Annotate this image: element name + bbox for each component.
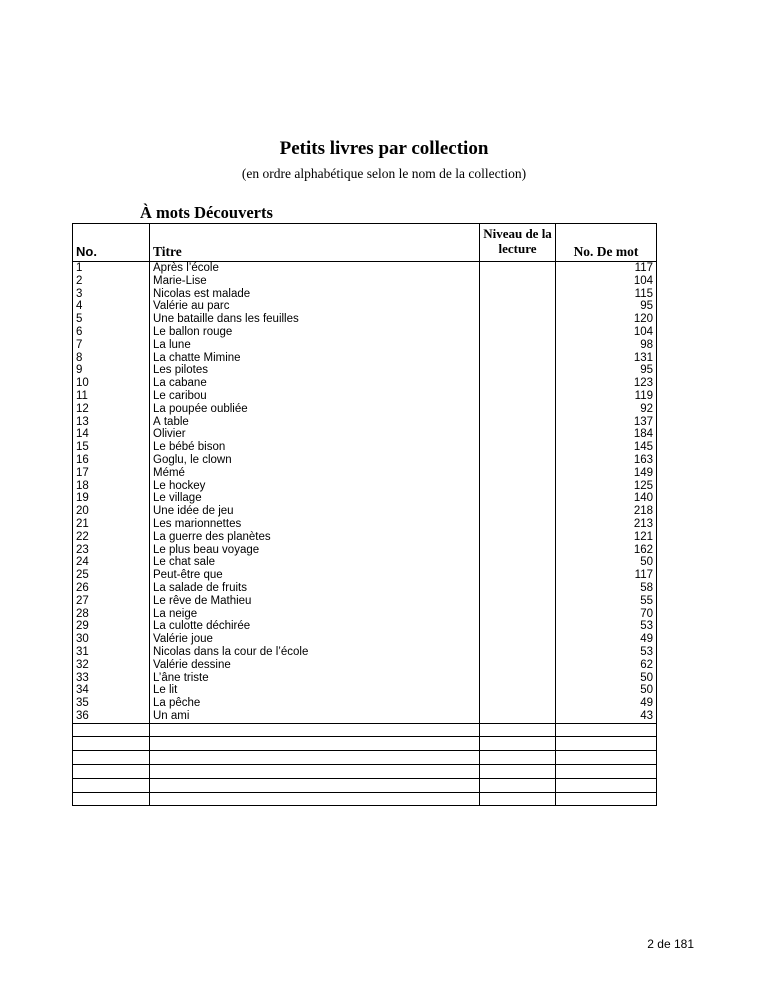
- cell-titre: La cabane: [150, 377, 480, 390]
- table-row: [73, 608, 657, 621]
- cell-no: 8: [73, 352, 150, 365]
- empty-cell: [556, 723, 657, 737]
- cell-mot: 70: [556, 608, 657, 621]
- empty-cell: [73, 765, 150, 779]
- empty-cell: [73, 751, 150, 765]
- cell-niveau: [480, 428, 556, 441]
- cell-no: 14: [73, 428, 150, 441]
- cell-no: 29: [73, 620, 150, 633]
- cell-mot: 120: [556, 313, 657, 326]
- empty-cell: [150, 723, 480, 737]
- table-row: [73, 403, 657, 416]
- cell-niveau: [480, 480, 556, 493]
- cell-mot: 162: [556, 544, 657, 557]
- cell-mot: 49: [556, 633, 657, 646]
- cell-niveau: [480, 390, 556, 403]
- cell-no: 5: [73, 313, 150, 326]
- table-row: [73, 659, 657, 672]
- cell-mot: 218: [556, 505, 657, 518]
- table-row: [73, 390, 657, 403]
- cell-no: 23: [73, 544, 150, 557]
- cell-niveau: [480, 697, 556, 710]
- cell-niveau: [480, 556, 556, 569]
- table-row: [73, 595, 657, 608]
- cell-no: 26: [73, 582, 150, 595]
- cell-titre: À table: [150, 416, 480, 429]
- table-row: [73, 518, 657, 531]
- cell-niveau: [480, 595, 556, 608]
- empty-cell: [480, 765, 556, 779]
- page-title: Petits livres par collection: [279, 138, 489, 159]
- cell-no: 27: [73, 595, 150, 608]
- cell-no: 1: [73, 262, 150, 275]
- empty-cell: [480, 792, 556, 806]
- cell-no: 36: [73, 710, 150, 723]
- cell-titre: Le hockey: [150, 480, 480, 493]
- cell-niveau: [480, 646, 556, 659]
- cell-no: 3: [73, 288, 150, 301]
- cell-mot: 95: [556, 364, 657, 377]
- cell-no: 6: [73, 326, 150, 339]
- cell-mot: 119: [556, 390, 657, 403]
- table-row: [73, 288, 657, 301]
- cell-mot: 123: [556, 377, 657, 390]
- cell-titre: Une bataille dans les feuilles: [150, 313, 480, 326]
- cell-mot: 115: [556, 288, 657, 301]
- empty-cell: [150, 792, 480, 806]
- empty-cell: [480, 751, 556, 765]
- table-row: [73, 544, 657, 557]
- table-row: [73, 556, 657, 569]
- cell-titre: La salade de fruits: [150, 582, 480, 595]
- cell-titre: Valérie joue: [150, 633, 480, 646]
- table-row: [73, 620, 657, 633]
- empty-cell: [150, 765, 480, 779]
- table-row-empty: [73, 792, 657, 806]
- empty-cell: [73, 723, 150, 737]
- table-row: [73, 364, 657, 377]
- cell-niveau: [480, 403, 556, 416]
- empty-cell: [556, 751, 657, 765]
- cell-no: 19: [73, 492, 150, 505]
- table-row: [73, 416, 657, 429]
- table-row: [73, 492, 657, 505]
- cell-no: 35: [73, 697, 150, 710]
- cell-titre: La culotte déchirée: [150, 620, 480, 633]
- cell-titre: La neige: [150, 608, 480, 621]
- cell-mot: 104: [556, 326, 657, 339]
- cell-no: 18: [73, 480, 150, 493]
- cell-titre: Marie-Lise: [150, 275, 480, 288]
- cell-niveau: [480, 454, 556, 467]
- cell-no: 21: [73, 518, 150, 531]
- cell-niveau: [480, 275, 556, 288]
- table-row: [73, 377, 657, 390]
- table-row: [73, 326, 657, 339]
- table-row: [73, 467, 657, 480]
- cell-niveau: [480, 441, 556, 454]
- cell-mot: 149: [556, 467, 657, 480]
- table-row: [73, 300, 657, 313]
- cell-no: 12: [73, 403, 150, 416]
- cell-niveau: [480, 300, 556, 313]
- cell-titre: L’âne triste: [150, 672, 480, 685]
- cell-mot: 104: [556, 275, 657, 288]
- cell-titre: Un ami: [150, 710, 480, 723]
- cell-niveau: [480, 620, 556, 633]
- table-row: [73, 428, 657, 441]
- cell-mot: 55: [556, 595, 657, 608]
- cell-titre: Le lit: [150, 684, 480, 697]
- cell-titre: Peut-être que: [150, 569, 480, 582]
- cell-no: 33: [73, 672, 150, 685]
- table-row: [73, 262, 657, 275]
- cell-titre: Nicolas est malade: [150, 288, 480, 301]
- table-row-empty: [73, 751, 657, 765]
- table-row-empty: [73, 723, 657, 737]
- cell-titre: Valérie dessine: [150, 659, 480, 672]
- cell-niveau: [480, 364, 556, 377]
- table-row-empty: [73, 778, 657, 792]
- cell-titre: La poupée oubliée: [150, 403, 480, 416]
- empty-cell: [150, 737, 480, 751]
- table-row: [73, 441, 657, 454]
- empty-cell: [480, 723, 556, 737]
- cell-titre: Valérie au parc: [150, 300, 480, 313]
- cell-mot: 50: [556, 684, 657, 697]
- table-row: [73, 505, 657, 518]
- cell-mot: 92: [556, 403, 657, 416]
- table-row: [73, 582, 657, 595]
- table-header-row: [73, 224, 657, 262]
- cell-mot: 213: [556, 518, 657, 531]
- cell-niveau: [480, 262, 556, 275]
- table-row: [73, 697, 657, 710]
- cell-mot: 117: [556, 262, 657, 275]
- cell-titre: Le caribou: [150, 390, 480, 403]
- empty-cell: [73, 792, 150, 806]
- cell-mot: 125: [556, 480, 657, 493]
- cell-niveau: [480, 608, 556, 621]
- table-blank-rows: [73, 723, 657, 806]
- cell-mot: 145: [556, 441, 657, 454]
- empty-cell: [73, 778, 150, 792]
- cell-niveau: [480, 288, 556, 301]
- cell-mot: 58: [556, 582, 657, 595]
- header-titre: Titre: [150, 224, 480, 262]
- table-row: [73, 339, 657, 352]
- empty-cell: [556, 765, 657, 779]
- cell-titre: La guerre des planètes: [150, 531, 480, 544]
- empty-cell: [556, 792, 657, 806]
- cell-no: 20: [73, 505, 150, 518]
- empty-cell: [556, 778, 657, 792]
- empty-cell: [556, 737, 657, 751]
- cell-no: 17: [73, 467, 150, 480]
- cell-titre: La chatte Mimine: [150, 352, 480, 365]
- cell-mot: 131: [556, 352, 657, 365]
- cell-niveau: [480, 339, 556, 352]
- cell-niveau: [480, 633, 556, 646]
- books-table: [72, 223, 657, 806]
- cell-mot: 117: [556, 569, 657, 582]
- cell-niveau: [480, 710, 556, 723]
- cell-niveau: [480, 582, 556, 595]
- table-row: [73, 646, 657, 659]
- cell-mot: 95: [556, 300, 657, 313]
- cell-mot: 50: [556, 556, 657, 569]
- cell-titre: Nicolas dans la cour de l’école: [150, 646, 480, 659]
- cell-mot: 43: [556, 710, 657, 723]
- table-row: [73, 710, 657, 723]
- empty-cell: [480, 778, 556, 792]
- cell-niveau: [480, 467, 556, 480]
- cell-no: 9: [73, 364, 150, 377]
- cell-titre: La lune: [150, 339, 480, 352]
- cell-no: 30: [73, 633, 150, 646]
- cell-no: 15: [73, 441, 150, 454]
- cell-mot: 163: [556, 454, 657, 467]
- table-row: [73, 684, 657, 697]
- empty-cell: [480, 737, 556, 751]
- cell-titre: Le bébé bison: [150, 441, 480, 454]
- cell-no: 7: [73, 339, 150, 352]
- cell-no: 2: [73, 275, 150, 288]
- cell-titre: Une idée de jeu: [150, 505, 480, 518]
- cell-niveau: [480, 313, 556, 326]
- cell-mot: 49: [556, 697, 657, 710]
- table-row-empty: [73, 737, 657, 751]
- table-row: [73, 569, 657, 582]
- cell-mot: 50: [556, 672, 657, 685]
- cell-no: 4: [73, 300, 150, 313]
- cell-niveau: [480, 377, 556, 390]
- cell-titre: Mémé: [150, 467, 480, 480]
- table-row: [73, 480, 657, 493]
- cell-titre: Le chat sale: [150, 556, 480, 569]
- table-body: [73, 262, 657, 724]
- cell-niveau: [480, 518, 556, 531]
- table-row: [73, 313, 657, 326]
- cell-titre: Goglu, le clown: [150, 454, 480, 467]
- header-niveau: Niveau de la lecture: [480, 224, 556, 262]
- cell-no: 16: [73, 454, 150, 467]
- cell-mot: 140: [556, 492, 657, 505]
- cell-mot: 53: [556, 620, 657, 633]
- header-no: No.: [73, 224, 150, 262]
- empty-cell: [150, 778, 480, 792]
- cell-no: 24: [73, 556, 150, 569]
- cell-titre: La pêche: [150, 697, 480, 710]
- cell-no: 28: [73, 608, 150, 621]
- cell-mot: 121: [556, 531, 657, 544]
- cell-niveau: [480, 659, 556, 672]
- cell-no: 31: [73, 646, 150, 659]
- cell-titre: Après l’école: [150, 262, 480, 275]
- cell-titre: Les pilotes: [150, 364, 480, 377]
- cell-mot: 62: [556, 659, 657, 672]
- table-row-empty: [73, 765, 657, 779]
- cell-niveau: [480, 505, 556, 518]
- cell-niveau: [480, 416, 556, 429]
- page-number: 2 de 181: [647, 937, 694, 951]
- cell-no: 22: [73, 531, 150, 544]
- cell-niveau: [480, 352, 556, 365]
- cell-no: 32: [73, 659, 150, 672]
- cell-no: 13: [73, 416, 150, 429]
- cell-no: 34: [73, 684, 150, 697]
- cell-niveau: [480, 544, 556, 557]
- cell-titre: Le village: [150, 492, 480, 505]
- cell-niveau: [480, 684, 556, 697]
- table-row: [73, 454, 657, 467]
- page-subtitle: (en ordre alphabétique selon le nom de la collection): [241, 166, 527, 181]
- empty-cell: [150, 751, 480, 765]
- table-row: [73, 275, 657, 288]
- header-mot: No. De mot: [556, 224, 657, 262]
- cell-mot: 137: [556, 416, 657, 429]
- cell-niveau: [480, 569, 556, 582]
- cell-niveau: [480, 326, 556, 339]
- cell-titre: Les marionnettes: [150, 518, 480, 531]
- cell-mot: 98: [556, 339, 657, 352]
- cell-niveau: [480, 531, 556, 544]
- cell-mot: 53: [556, 646, 657, 659]
- table-row: [73, 633, 657, 646]
- cell-titre: Le rêve de Mathieu: [150, 595, 480, 608]
- cell-titre: Le plus beau voyage: [150, 544, 480, 557]
- cell-no: 10: [73, 377, 150, 390]
- cell-niveau: [480, 492, 556, 505]
- cell-no: 25: [73, 569, 150, 582]
- empty-cell: [73, 737, 150, 751]
- cell-titre: Le ballon rouge: [150, 326, 480, 339]
- table-row: [73, 352, 657, 365]
- section-heading: À mots Découverts: [140, 203, 273, 222]
- cell-mot: 184: [556, 428, 657, 441]
- table-row: [73, 672, 657, 685]
- cell-niveau: [480, 672, 556, 685]
- table-row: [73, 531, 657, 544]
- cell-no: 11: [73, 390, 150, 403]
- cell-titre: Olivier: [150, 428, 480, 441]
